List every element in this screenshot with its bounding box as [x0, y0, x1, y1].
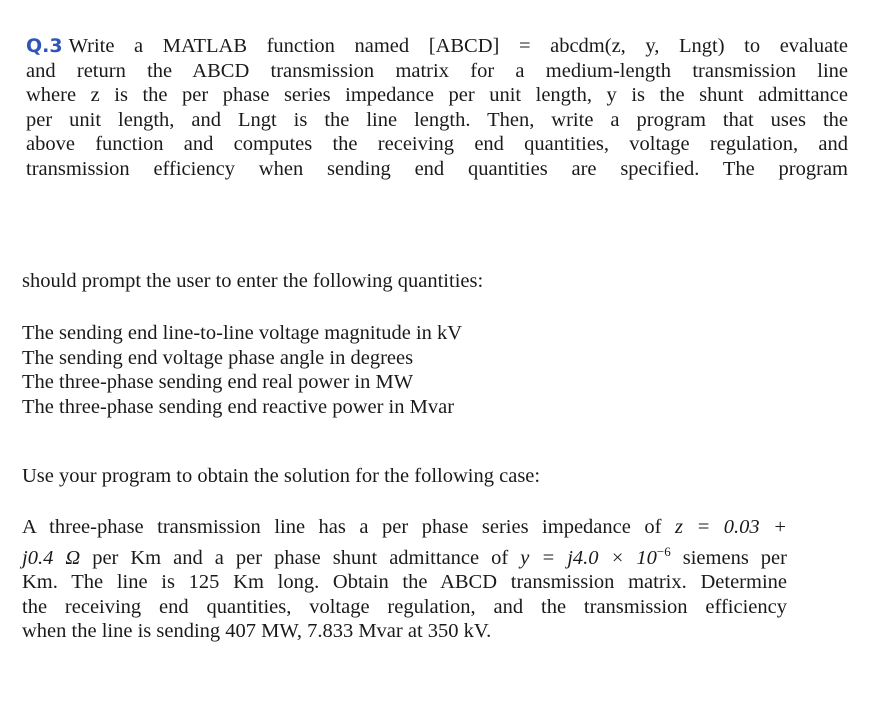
- case-line-2: j0.4 Ω per Km and a per phase shunt admittance of $y = j4.0 \times 10^{-6}$ siemens per: [22, 543, 787, 569]
- use-program-line: Use your program to obtain the solution for the following case:: [22, 465, 541, 487]
- input-item-angle: The sending end voltage phase angle in degrees: [22, 346, 414, 369]
- question-line-5: above function and computes the receiving end quantities, voltage regulation, and: [26, 133, 848, 155]
- y-expression: y = j4.0 × 10: [520, 546, 657, 569]
- case-paragraph: [22, 515, 787, 644]
- input-item-voltage: The sending end line-to-line voltage magnitude in kV: [22, 322, 463, 344]
- question-line-4: per unit length, and Lngt is the line length. Then, write a program that uses the: [26, 108, 848, 131]
- case-line-1: A three-phase transmission line has a per phase series impedance of z = 0.03 +: [22, 516, 787, 538]
- input-item-reactive-power: The three-phase sending end reactive power in Mvar: [22, 395, 455, 418]
- case-line-5: when the line is sending 407 MW, 7.833 Mvar at 350 kV.: [22, 620, 492, 642]
- question-line-2: and return the ABCD transmission matrix for a medium-length transmission line: [26, 59, 848, 82]
- question-line-3: where z is the per phase series impedance per unit length, y is the shunt admittance: [26, 84, 848, 106]
- y-exponent: −6: [656, 543, 671, 559]
- input-item-real-power: The three-phase sending end real power in MW: [22, 371, 414, 393]
- case-line-4: the receiving end quantities, voltage regulation, and the transmission efficiency: [22, 595, 787, 618]
- z-expression: z = 0.03 +: [674, 516, 787, 538]
- prompt-line: should prompt the user to enter the following quantities:: [22, 270, 484, 292]
- question-line-6: transmission efficiency when sending end quantities are specified. The program: [26, 157, 848, 180]
- case-line-3: Km. The line is 125 Km long. Obtain the ABCD transmission matrix. Determine: [22, 571, 787, 593]
- use-program-paragraph: [22, 464, 862, 489]
- question-number: Q.3: [26, 35, 63, 57]
- input-quantities-list: [22, 321, 722, 419]
- question-line-1: Q.3 Write a MATLAB function named [ABCD] = abcdm(z, y, Lngt) to evaluate: [26, 35, 848, 57]
- question-paragraph: [26, 34, 848, 181]
- z-imag-part: j0.4 Ω: [22, 546, 81, 569]
- prompt-paragraph: [22, 269, 862, 294]
